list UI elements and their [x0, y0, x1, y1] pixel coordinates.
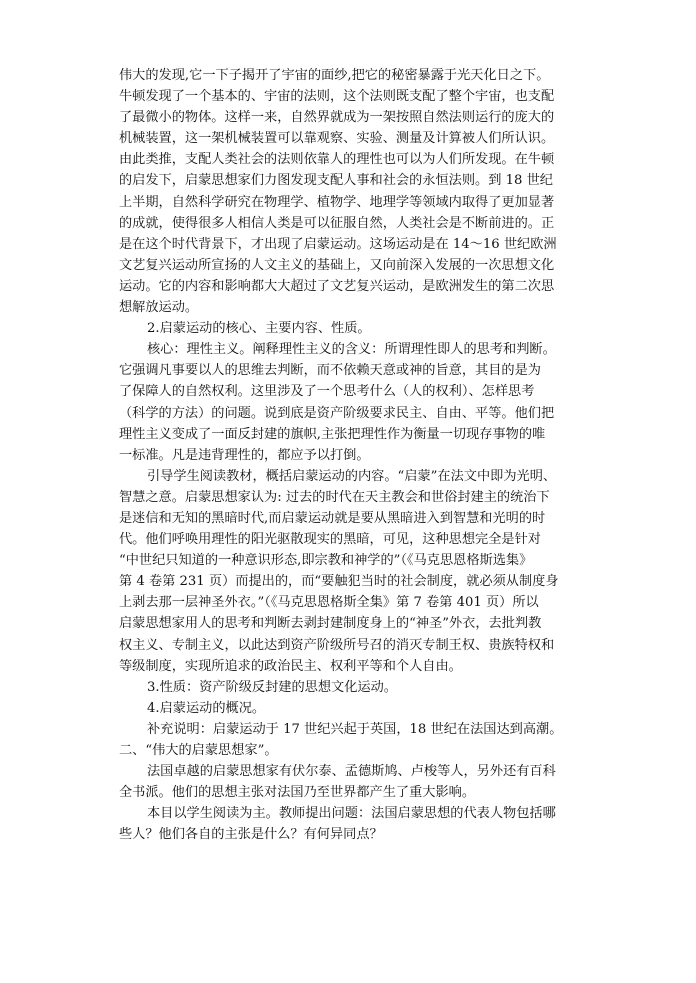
- text-line: （科学的方法）的问题。说到底是资产阶级要求民主、自由、平等。他们把: [119, 405, 555, 421]
- text-line: 4.启蒙运动的概况。: [147, 700, 266, 716]
- text-line: 了最微小的物体。这样一来，自然界就成为一架按照自然法则运行的庞大的: [119, 110, 555, 126]
- text-line: 是迷信和无知的黑暗时代,而启蒙运动就是要从黑暗进入到智慧和光明的时: [119, 510, 546, 526]
- text-line: “中世纪只知道的一种意识形态,即宗教和神学的”（《马克思恩格斯选集》: [119, 553, 533, 569]
- text-line: 补充说明：启蒙运动于 17 世纪兴起于英国，18 世纪在法国达到高潮。: [147, 721, 563, 737]
- text-line: 了保障人的自然权利。这里涉及了一个思考什么（人的权利）、怎样思考: [119, 384, 535, 400]
- text-line: 的成就，使得很多人相信人类是可以征服自然，人类社会是不断前进的。正: [119, 215, 555, 231]
- text-line: 3.性质：资产阶级反封建的思想文化运动。: [147, 679, 397, 695]
- text-line: 二、“伟大的启蒙思想家”。: [119, 743, 278, 758]
- text-line: 些人？他们各自的主张是什么？有何异同点？: [119, 827, 383, 843]
- text-line: 等级制度，实现所追求的政治民主、权利平等和个人自由。: [119, 658, 462, 674]
- text-line: 智慧之意。启蒙思想家认为: 过去的时代在天主教会和世俗封建主的统治下: [119, 489, 550, 505]
- text-line: 引导学生阅读教材，概括启蒙运动的内容。“启蒙”在法文中即为光明、: [147, 468, 557, 484]
- text-line: 代。他们呼唤用理性的阳光驱散现实的黑暗，可见，这种思想完全是针对: [119, 532, 541, 548]
- text-line: 上剥去那一层神圣外衣。”（《马克思恩格斯全集》第 7 卷第 401 页）所以: [119, 595, 539, 611]
- text-line: 运动。它的内容和影响都大大超过了文艺复兴运动，是欧洲发生的第二次思: [119, 278, 555, 294]
- text-line: 机械装置，这一架机械装置可以靠观察、实验、测量及计算被人们所认识。: [119, 131, 555, 147]
- text-line: 想解放运动。: [119, 300, 199, 316]
- text-line: 它强调凡事要以人的思维去判断，而不依赖天意或神的旨意，其目的是为: [119, 363, 541, 379]
- text-line: 牛顿发现了一个基本的、宇宙的法则，这个法则既支配了整个宇宙，也支配: [119, 89, 555, 105]
- text-line: 文艺复兴运动所宣扬的人文主义的基础上，又向前深入发展的一次思想文化: [119, 257, 555, 273]
- text-line: 全书派。他们的思想主张对法国乃至世界都产生了重大影响。: [119, 785, 476, 801]
- text-line: 本目以学生阅读为主。教师提出问题：法国启蒙思想的代表人物包括哪: [147, 806, 556, 822]
- text-line: 第 4 卷第 231 页）而提出的，而“要触犯当时的社会制度，就必须从制度身: [119, 574, 559, 590]
- text-line: 理性主义变成了一面反封建的旗帜,主张把理性作为衡量一切现存事物的唯: [119, 426, 546, 442]
- text-line: 2.启蒙运动的核心、主要内容、性质。: [147, 321, 371, 337]
- text-line: 上半期，自然科学研究在物理学、植物学、地理学等领域内取得了更加显著: [119, 194, 555, 210]
- text-line: 权主义、专制主义，以此达到资产阶级所号召的消灭专制王权、贵族特权和: [119, 637, 555, 653]
- text-line: 启蒙思想家用人的思考和判断去剥封建制度身上的“神圣”外衣，去批判教: [119, 616, 542, 632]
- text-line: 伟大的发现,它一下子揭开了宇宙的面纱,把它的秘密暴露于光天化日之下。: [119, 68, 550, 83]
- text-line: 一标准。凡是违背理性的，都应予以打倒。: [119, 447, 370, 463]
- document-body: [119, 65, 581, 845]
- text-line: 的启发下，启蒙思想家们力图发现支配人事和社会的永恒法则。到 18 世纪: [119, 173, 553, 189]
- text-line: 由此类推，支配人类社会的法则依靠人的理性也可以为人们所发现。在牛顿: [119, 152, 555, 168]
- text-line: 是在这个时代背景下，才出现了启蒙运动。这场运动是在 14～16 世纪欧洲: [119, 236, 557, 252]
- text-line: 核心：理性主义。阐释理性主义的含义：所谓理性即人的思考和判断。: [147, 342, 556, 358]
- text-line: 法国卓越的启蒙思想家有伏尔泰、孟德斯鸠、卢梭等人，另外还有百科: [147, 764, 556, 780]
